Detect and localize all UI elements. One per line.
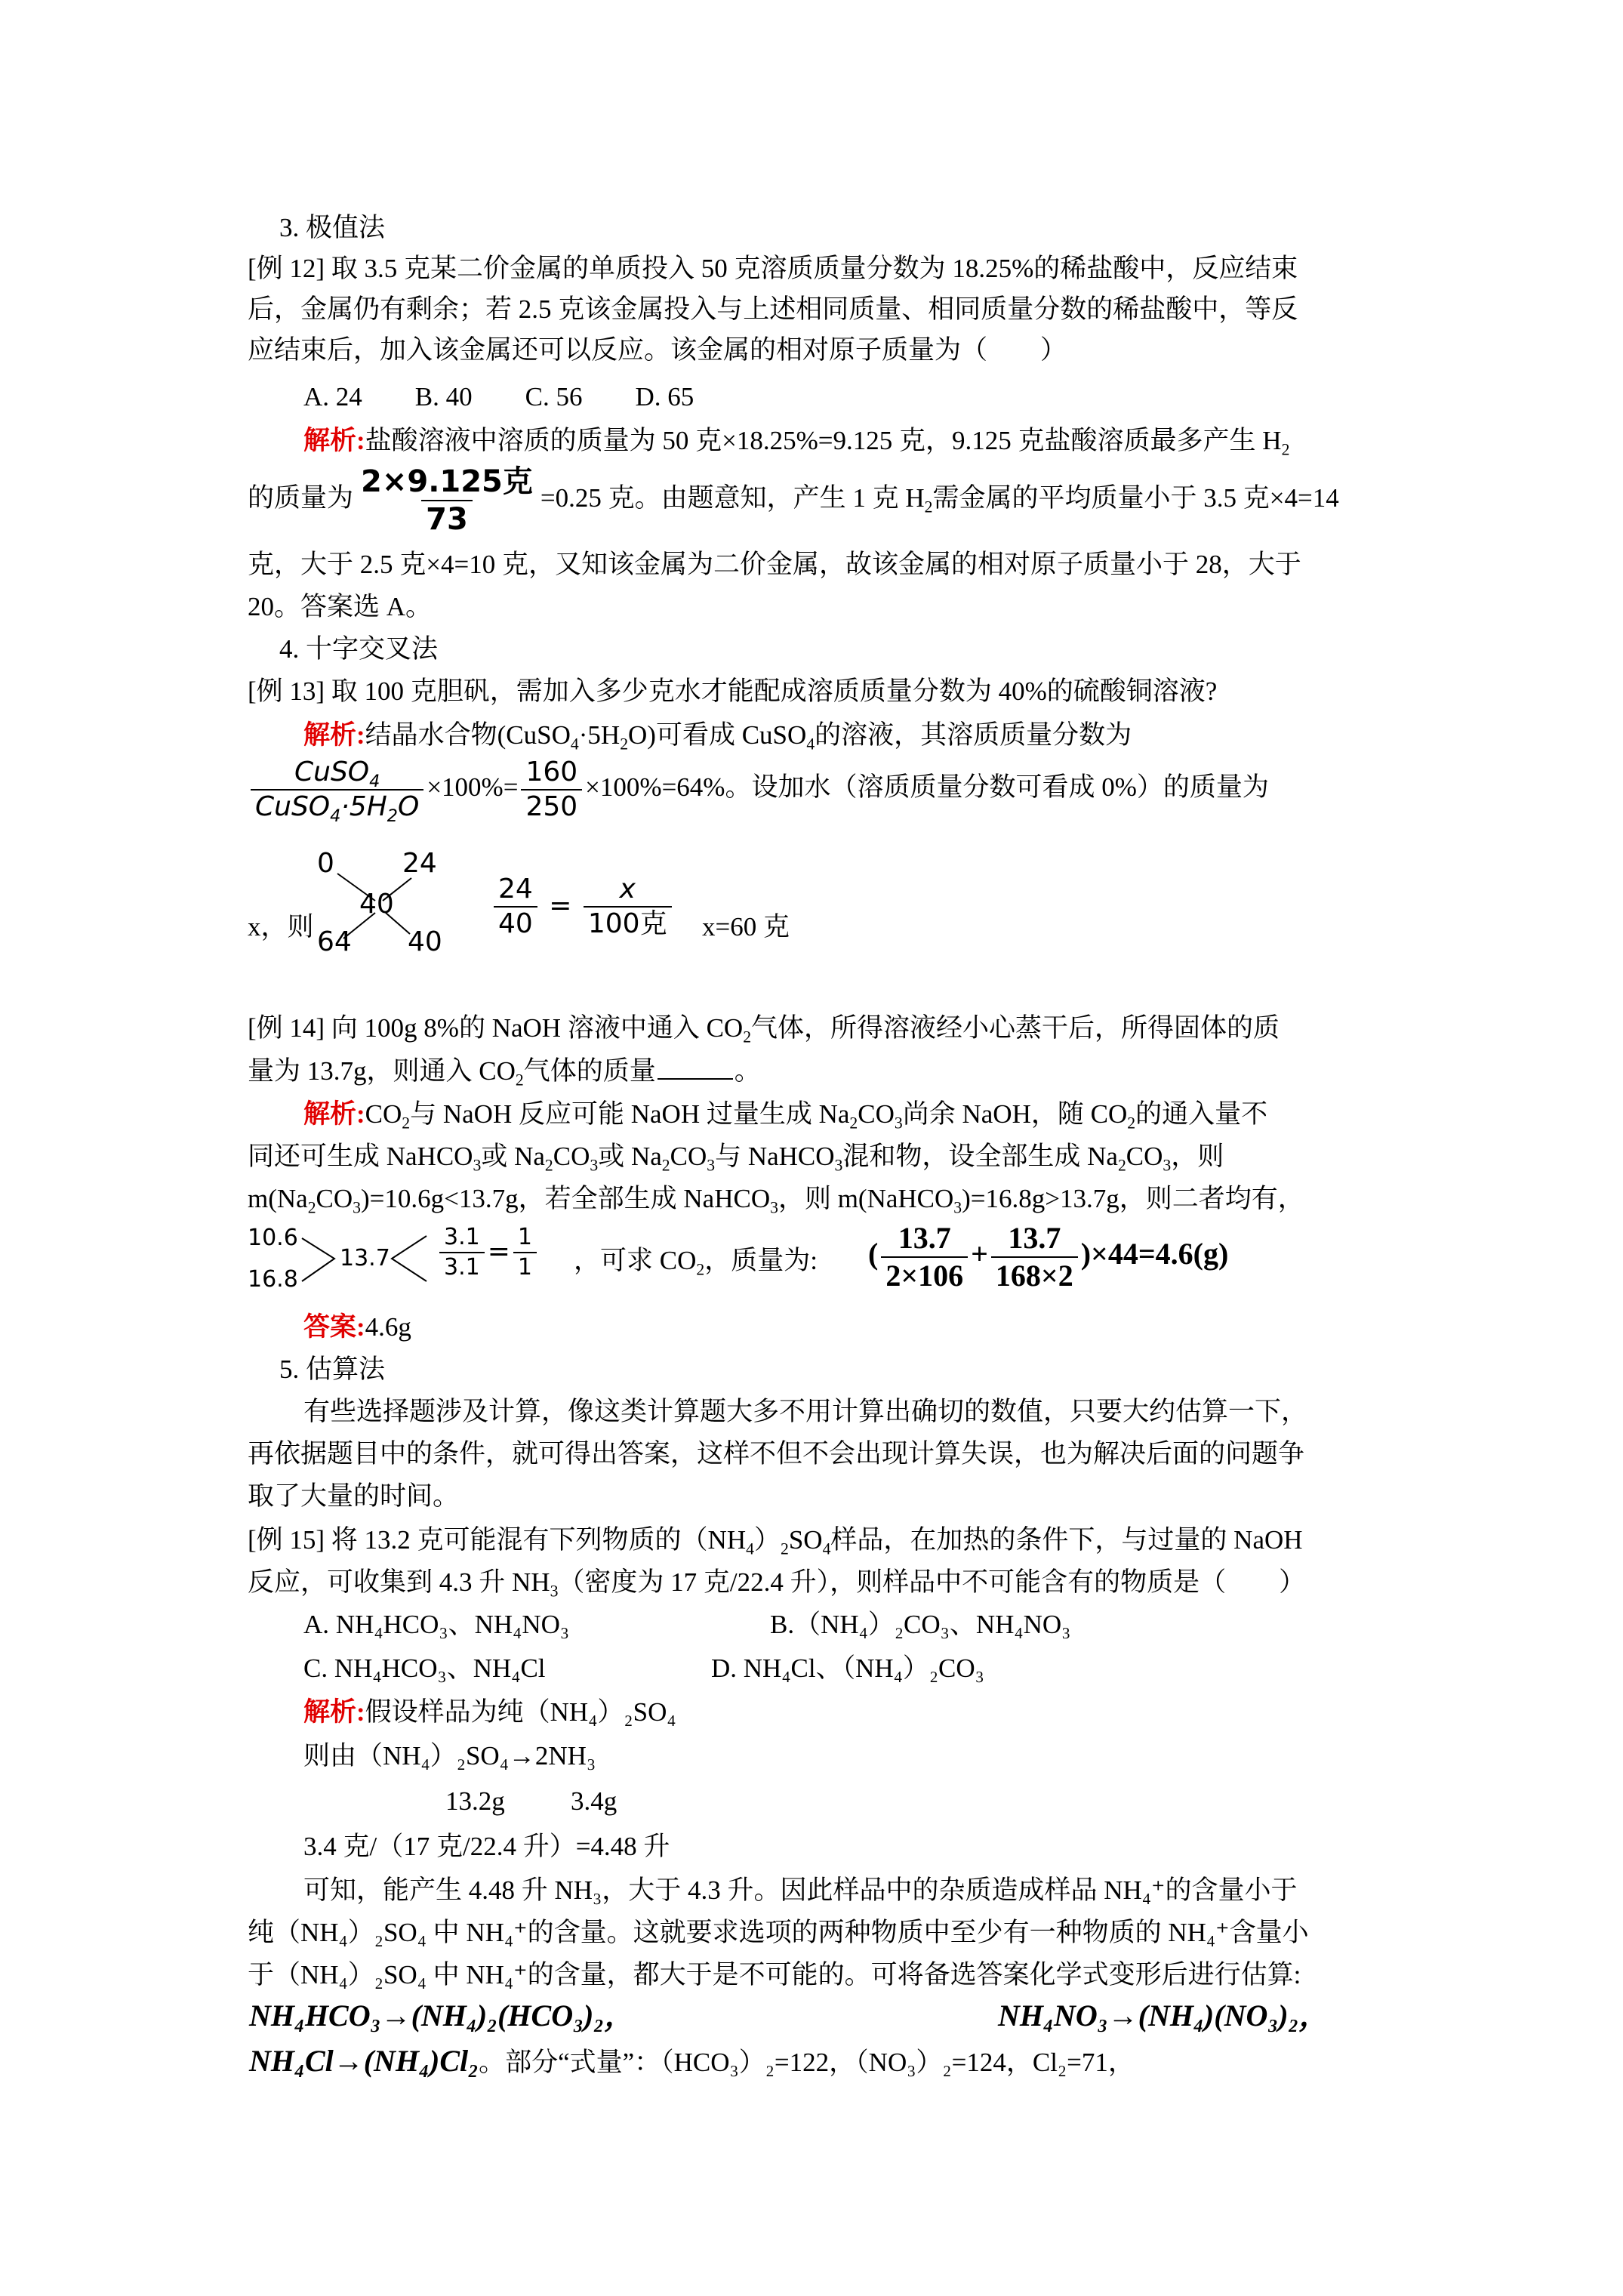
example-15-line-1: [例 15] 将 13.2 克可能混有下列物质的$(NH_4)_2SO_4$样品，在加热的条件下，与过量的 NaOH — [248, 1525, 1303, 1558]
example-13-analysis-line-1: 解析:结晶水合物$(CuSO_4\cdot 5H_2O)$可看成 CuSO$_4$的溶液，其溶质质量分数为 — [303, 720, 1132, 754]
analysis-label: 解析: — [303, 720, 365, 750]
cross-equation: $\frac{24}{40}$ = $\frac{x}{\text{100克}}$ — [491, 876, 675, 938]
section-5-para-1: 有些选择题涉及计算，像这类计算题大多不用计算出确切的数值，只要大约估算一下， — [303, 1397, 1308, 1426]
example-12-analysis-line-4: 20。答案选 A。 — [248, 592, 433, 621]
example-15-option-d: D. NH₄Cl、（NH₄）₂CO₃ — [711, 1653, 984, 1683]
example-13-line-1: [例 13] 取 100 克胆矾，需加入多少克水才能配成溶质质量分数为 40%的硫酸铜溶液? — [248, 676, 1218, 706]
example-13-analysis-line-2: $\frac{CuSO_4}{CuSO_4\cdot 5H_2O}$ ×100%= $\frac{160}{250}$ ×100%=64%。设加水（溶质质量分数可看成 0%）的质量为 — [248, 759, 1269, 821]
analysis-label: 解析: — [303, 1697, 365, 1727]
x-then-label: x，则 — [248, 912, 314, 942]
formula-nh4cl-line: NH₄Cl→(NH₄)Cl₂。部分“式量”：（HCO₃）₂=122，（NO₃）₂=124，Cl₂=71， — [249, 2044, 1135, 2078]
example-14-answer: 答案:4.6g — [303, 1312, 411, 1342]
formula-nh4no3: NH₄NO₃→(NH₄)(NO₃)₂， — [998, 1999, 1329, 2032]
example-15-para-1: 可知，能产生 4.48 升 NH₃，大于 4.3 升。因此样品中的杂质造成样品 NH₄⁺的含量小于 — [303, 1875, 1298, 1905]
mass-3-4g: 3.4g — [571, 1786, 617, 1816]
example-14-analysis-line-3: $m(Na_2CO_3)=10.6g<13.7g$，若全部生成 NaHCO$_3$，则 m(NaHCO$_3$)=16.8g>13.7g，则二者均有， — [248, 1184, 1304, 1217]
section-5-title: 5. 估算法 — [279, 1354, 386, 1384]
example-15-para-2: 纯（NH₄）₂SO₄ 中 NH₄⁺的含量。这就要求选项的两种物质中至少有一种物质的 NH₄⁺含量小 — [248, 1918, 1309, 1947]
example-15-para-3: 于（NH₄）₂SO₄ 中 NH₄⁺的含量，都大于是不可能的。可将备选答案化学式变形后进行估算: — [248, 1960, 1301, 1989]
section-5-para-3: 取了大量的时间。 — [248, 1481, 460, 1511]
mass-13-2g: 13.2g — [445, 1786, 505, 1816]
analysis-label: 解析: — [303, 426, 365, 455]
cross-center: 40 — [359, 889, 394, 920]
example-12-analysis-line-1: 解析:盐酸溶液中溶质的质量为 50 克×18.25%=9.125 克，9.125 克盐酸溶质最多产生 $H_2$ — [303, 426, 1290, 459]
example-13-result: x=60 克 — [702, 912, 790, 942]
example-15-option-a: A. NH₄HCO₃、NH₄NO₃ — [303, 1610, 570, 1639]
fraction-24-40: $\frac{24}{40}$ — [494, 876, 537, 938]
section-4-title: 4. 十字交叉法 — [279, 634, 439, 664]
example-14-analysis-line-2: 同还可生成 NaHCO$_3$或 $Na_2CO_3$或 $Na_2CO_3$与 NaHCO$_3$混和物，设全部生成 $Na_2CO_3$，则 — [248, 1142, 1224, 1175]
fraction-hcl-mass: $\frac{\text{2×9.125克}}{73}$ — [361, 464, 533, 537]
cross-bottom-left: 64 — [317, 926, 352, 957]
answer-label: 答案: — [303, 1312, 365, 1342]
fraction-160-250: $\frac{160}{250}$ — [521, 759, 582, 821]
example-12-line-3: 应结束后，加入该金属还可以反应。该金属的相对原子质量为（ ） — [248, 335, 1067, 365]
answer-blank — [658, 1057, 733, 1080]
example-12-options: A. 24 B. 40 C. 56 D. 65 — [303, 382, 694, 411]
example-15-line-2: 反应，可收集到 4.3 升 $NH_3$（密度为 17 克/22.4 升），则样品中不可能含有的物质是（ ） — [248, 1567, 1306, 1601]
fraction-x-100g: $\frac{x}{\text{100克}}$ — [584, 876, 672, 938]
co2-mass-equation: ( $\frac{13.7}{2\times 106}$ + $\frac{13.7}{168\times 2}$ )×44=4.6(g) — [868, 1221, 1229, 1293]
formula-nh4hco3: NH₄HCO₃→(NH₄)₂(HCO₃)₂， — [249, 1999, 635, 2032]
section-3-title: 3. 极值法 — [279, 213, 386, 242]
example-15-analysis-line-2: 则由（NH₄）₂SO₄→2NH₃ — [303, 1741, 596, 1771]
section-5-para-2: 再依据题目中的条件，就可得出答案，这样不但不会出现计算失误，也为解决后面的问题争 — [248, 1439, 1305, 1469]
cross-14-right-fraction: $\frac{3.1}{3.1}$ = $\frac{1}{1}$ — [436, 1226, 540, 1279]
example-15-option-c: C. NH₄HCO₃、NH₄Cl — [303, 1653, 546, 1683]
example-15-analysis-line-1: 解析:假设样品为纯（NH₄）₂SO₄ — [303, 1697, 676, 1727]
example-14-line-2: 量为 13.7g，则通入 $CO_2$气体的质量 。 — [248, 1056, 761, 1089]
cross-bottom-right: 40 — [408, 926, 442, 957]
cross-14-middle: 13.7 — [340, 1245, 390, 1271]
example-14-line-1: [例 14] 向 100g 8%的 NaOH 溶液中通入 $CO_2$气体，所得溶液经小心蒸干后，所得固体的质 — [248, 1013, 1280, 1046]
example-12-analysis-line-3: 克，大于 2.5 克×4=10 克，又知该金属为二价金属，故该金属的相对原子质量小于 28，大于 — [248, 550, 1301, 579]
cross-14-bottom: 16.8 — [248, 1266, 298, 1293]
seek-co2-text: ，可求 $CO_2$，质量为: — [574, 1246, 818, 1279]
example-15-option-b: B.（NH₄）₂CO₃、NH₄NO₃ — [770, 1610, 1071, 1639]
example-14-analysis-line-1: 解析$:CO_2$与 NaOH 反应可能 NaOH 过量生成 $Na_2CO_3$尚余 NaOH，随 $CO_2$的通入量不 — [303, 1099, 1268, 1133]
fraction-cuso4-over-hydrate: $\frac{CuSO_4}{CuSO_4\cdot 5H_2O}$ — [251, 759, 423, 821]
cross-14-top: 10.6 — [248, 1225, 298, 1251]
cross-top-right: 24 — [402, 848, 437, 879]
example-12-line-2: 后，金属仍有剩余；若 2.5 克该金属投入与上述相同质量、相同质量分数的稀盐酸中，等反 — [248, 294, 1298, 324]
example-12-line-1: [例 12] 取 3.5 克某二价金属的单质投入 50 克溶质质量分数为 18.25%的稀盐酸中，反应结束 — [248, 254, 1298, 283]
example-12-analysis-line-2: 的质量为 $\frac{\text{2×9.125克}}{73}$ =0.25 克。由题意知，产生 1 克 $H_2$需金属的平均质量小于 3.5 克×4=14 — [248, 464, 1339, 537]
analysis-label: 解析: — [303, 1099, 365, 1129]
example-15-analysis-line-4: 3.4 克/（17 克/22.4 升）=4.48 升 — [303, 1832, 670, 1861]
cross-top-left: 0 — [317, 848, 334, 879]
